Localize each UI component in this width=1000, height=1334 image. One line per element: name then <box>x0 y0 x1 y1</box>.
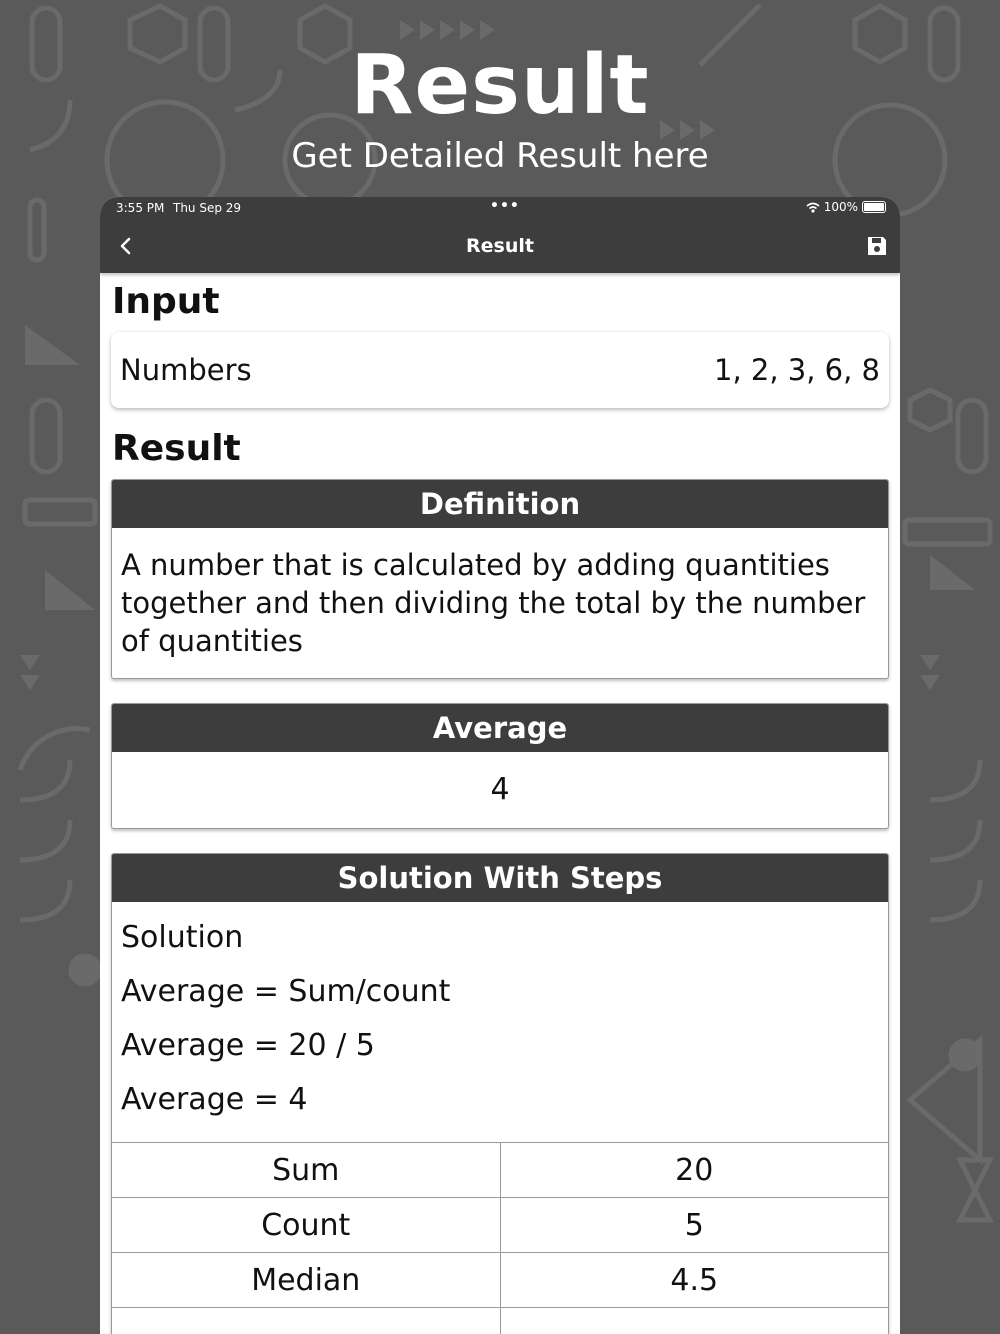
input-label: Numbers <box>120 353 252 387</box>
average-header: Average <box>112 704 888 752</box>
nav-title: Result <box>466 235 534 257</box>
stat-value: 5 <box>500 1198 888 1253</box>
input-heading: Input <box>112 281 220 322</box>
average-card <box>111 703 889 829</box>
solution-step-line: Average = 20 / 5 <box>121 1028 375 1063</box>
table-row <box>112 1198 888 1253</box>
stat-value: 20 <box>500 1143 888 1198</box>
solution-step-line: Average = Sum/count <box>121 974 451 1009</box>
table-row <box>112 1253 888 1308</box>
floppy-disk-icon[interactable] <box>864 233 890 259</box>
promo-title: Result <box>350 38 650 133</box>
status-bar <box>100 197 900 219</box>
status-right <box>806 200 886 214</box>
table-row <box>112 1143 888 1198</box>
table-row <box>112 1308 888 1334</box>
definition-text: A number that is calculated by adding quantities together and then dividing the total by the number of quantities <box>121 548 866 658</box>
result-content <box>100 281 900 1334</box>
status-time: 3:55 PM <box>116 201 165 215</box>
multitasking-dots-icon[interactable]: ••• <box>490 198 520 214</box>
input-value: 1, 2, 3, 6, 8 <box>714 353 880 387</box>
solution-header: Solution With Steps <box>112 854 888 902</box>
stat-label: Median <box>112 1253 500 1308</box>
battery-icon <box>862 201 886 213</box>
input-card <box>111 332 889 408</box>
navigation-bar <box>100 219 900 273</box>
stat-label: Count <box>112 1198 500 1253</box>
status-date: Thu Sep 29 <box>173 201 242 215</box>
definition-header: Definition <box>112 480 888 528</box>
stat-value: 4.5 <box>500 1253 888 1308</box>
wifi-icon <box>806 202 820 213</box>
device-screen <box>100 197 900 1334</box>
solution-step-line: Solution <box>121 920 244 955</box>
result-heading: Result <box>112 428 241 469</box>
battery-percentage: 100% <box>823 200 858 214</box>
stats-table <box>112 1142 888 1334</box>
average-value: 4 <box>490 772 510 807</box>
definition-card <box>111 479 889 679</box>
stat-value-empty <box>500 1308 888 1334</box>
stat-label-empty <box>112 1308 500 1334</box>
solution-steps <box>112 902 888 1142</box>
stat-label: Sum <box>112 1143 500 1198</box>
solution-step-line: Average = 4 <box>121 1082 308 1117</box>
promo-subtitle: Get Detailed Result here <box>291 136 709 176</box>
solution-card <box>111 853 889 1334</box>
